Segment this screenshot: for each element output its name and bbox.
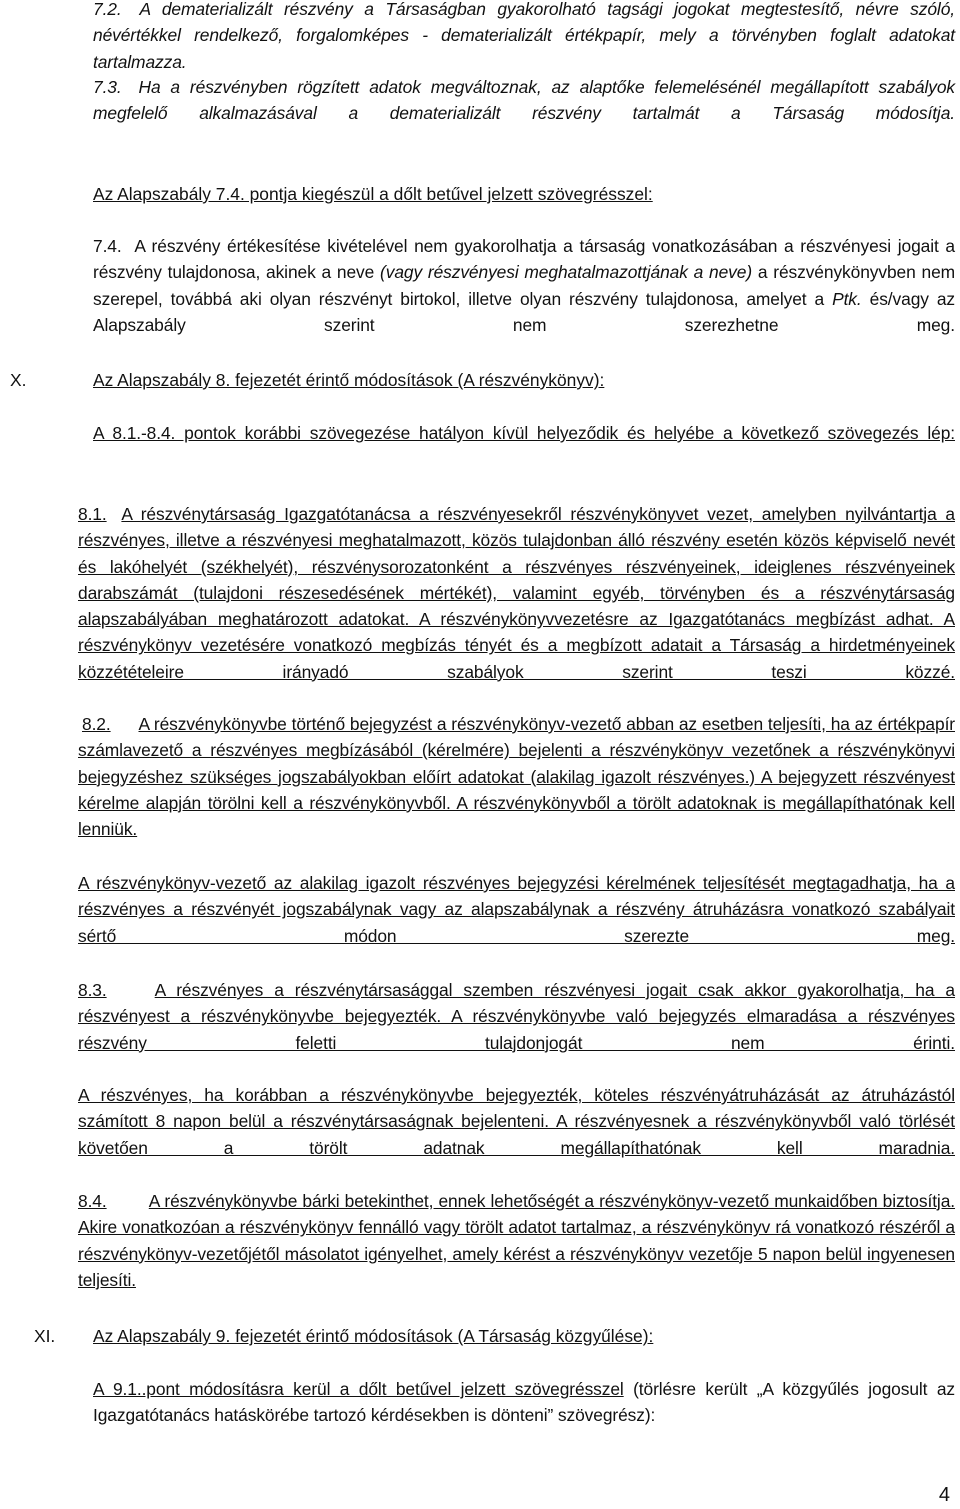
paragraph-8-3 bbox=[78, 977, 955, 1082]
paragraph-8-3-second: A részvényes, ha korábban a részvénykönyvbe bejegyezték, köteles részvényátruházását az átruházástól számított 8 napon belül a részvénytársaságnak bejelenteni. A részvényesnek a részvénykönyvből való törlését követően a törölt adatnak megállapíthatónak kell maradnia. bbox=[78, 1085, 955, 1158]
paragraph-7-3 bbox=[93, 74, 955, 153]
section-x-title: Az Alapszabály 8. fejezetét érintő módosítások (A részvénykönyv): bbox=[93, 370, 605, 390]
paragraph-number: 7.4. bbox=[93, 236, 122, 256]
paragraph-8-2-second: A részvénykönyv-vezető az alakilag igazolt részvényes bejegyzési kérelmének teljesítését megtagadhatja, ha a részvényes a részvényét jogszabálynak vagy az alapszabálynak a részvény átruházásra vonatkozó szabályait sértő módon szerezte meg. bbox=[78, 873, 955, 946]
section-x-intro: A 8.1.-8.4. pontok korábbi szövegezése hatályon kívül helyeződik és helyébe a következő szövegezés lép: bbox=[93, 423, 955, 443]
amendment-7-4-heading: Az Alapszabály 7.4. pontja kiegészül a dőlt betűvel jelzett szövegrésszel: bbox=[93, 184, 653, 204]
page-number: 4 bbox=[938, 1484, 950, 1506]
paragraph-7-4 bbox=[93, 233, 955, 364]
paragraph-text: A részvénykönyvbe bárki betekinthet, ennek lehetőségét a részvénykönyv-vezető munkaidőben biztosítja. Akire vonatkozóan a részvénykönyv fennálló vagy törölt adatot tartalmaz, a részvénykönyv rá vonatkozó részéről a részvénykönyv-vezetőjétől másolatot igényelhet, amely kérést a részvénykönyv vezetője 5 napon belül ingyenesen teljesíti. bbox=[78, 1191, 956, 1290]
paragraph-text: A részvényes a részvénytársasággal szemben részvényesi jogait csak akkor gyakorolhatja, ha a részvényest a részvénykönyvbe bejegyezték. A részvénykönyvbe való bejegyzés elmaradása a részvényes részvény feletti tulajdonjogát nem érinti. bbox=[78, 980, 955, 1053]
section-xi-number: XI. bbox=[34, 1326, 56, 1346]
paragraph-number: 7.3. bbox=[93, 77, 122, 97]
section-x-number: X. bbox=[10, 370, 27, 390]
paragraph-number: 8.2. bbox=[82, 714, 111, 734]
section-xi-intro bbox=[93, 1376, 955, 1429]
paragraph-8-1 bbox=[78, 501, 955, 711]
section-xi-title: Az Alapszabály 9. fejezetét érintő módosítások (A Társaság közgyűlése): bbox=[93, 1326, 654, 1346]
paragraph-number: 7.2. bbox=[93, 0, 122, 19]
paragraph-text: A dematerializált részvény a Társaságban gyakorolható tagsági jogokat megtestesítő, névre szóló, névértékkel rendelkező, forgalomképes - dematerializált értékpapír, mely a törvényben foglalt adatokat tartalmazza. bbox=[93, 0, 956, 72]
paragraph-8-2 bbox=[78, 711, 955, 869]
paragraph-text-italic: Ptk. bbox=[832, 288, 862, 309]
section-xi-intro-rest: (törlésre került „A közgyűlés jogosult az Igazgatótanács hatáskörébe tartozó kérdésekben is dönteni” szövegrész): bbox=[93, 1379, 955, 1426]
paragraph-text: a részvénykönyvben nem szerepel, továbbá aki olyan részvényt birtokol, illetve olyan részvény tulajdonosa, amelyet a bbox=[93, 262, 956, 309]
paragraph-number: 8.1. bbox=[78, 504, 107, 524]
paragraph-number: 8.3. bbox=[78, 980, 107, 1000]
paragraph-8-4 bbox=[78, 1188, 955, 1319]
paragraph-text: és/vagy az Alapszabály szerint nem szerezhetne meg. bbox=[93, 288, 956, 335]
paragraph-text: A részvénytársaság Igazgatótanácsa a részvényesekről részvénykönyvet vezet, amelyben nyilvántartja a részvényes, illetve a részvényesi meghatalmazott, közös tulajdonban álló részvény esetén közös képviselő nevét és lakóhelyét (székhelyét), részvénysorozatonként a részvényes részvényeinek, ideiglenes részvényeinek darabszámát (tulajdoni részesedésének mértékét), valamint egyéb, törvényben és a részvénytársaság alapszabályában meghatározott adatokat. A részvénykönyvvezetésre az Igazgatótanács megbízást adhat. A részvénykönyv vezetésére vonatkozó megbízás tényét és a megbízott adatait a Társaság a hirdetményeinek közzétételeire irányadó szabályok szerint teszi közzé. bbox=[78, 504, 955, 682]
paragraph-text-italic: (vagy részvényesi meghatalmazottjának a neve) bbox=[380, 262, 753, 283]
paragraph-text: Ha a részvényben rögzített adatok megváltoznak, az alaptőke felemelésénél megállapított szabályok megfelelő alkalmazásával a dematerializált részvény tartalmát a Társaság módosítja. bbox=[93, 77, 955, 124]
section-xi-intro-underlined: A 9.1..pont módosításra kerül a dőlt betűvel jelzett szövegrésszel bbox=[93, 1379, 624, 1399]
paragraph-text: A részvény értékesítése kivételével nem gyakorolhatja a társaság vonatkozásában a részvényesi jogait a részvény tulajdonosa, akinek a neve bbox=[93, 236, 955, 283]
paragraph-text: A részvénykönyvbe történő bejegyzést a részvénykönyv-vezető abban az esetben teljesíti, ha az értékpapír számlavezető a részvényes megbízásából (kérelmére) bejelenti a részvénykönyv vezetőnek a részvénykönyvi bejegyzéshez szükséges jogszabályokban előírt adatokat (alakilag igazolt részvényes.) A bejegyzett részvényest kérelme alapján törölni kell a részvénykönyvből. A részvénykönyvből a törölt adatoknak is megállapíthatónak kell lenniük. bbox=[78, 714, 955, 840]
paragraph-number: 8.4. bbox=[78, 1191, 107, 1211]
